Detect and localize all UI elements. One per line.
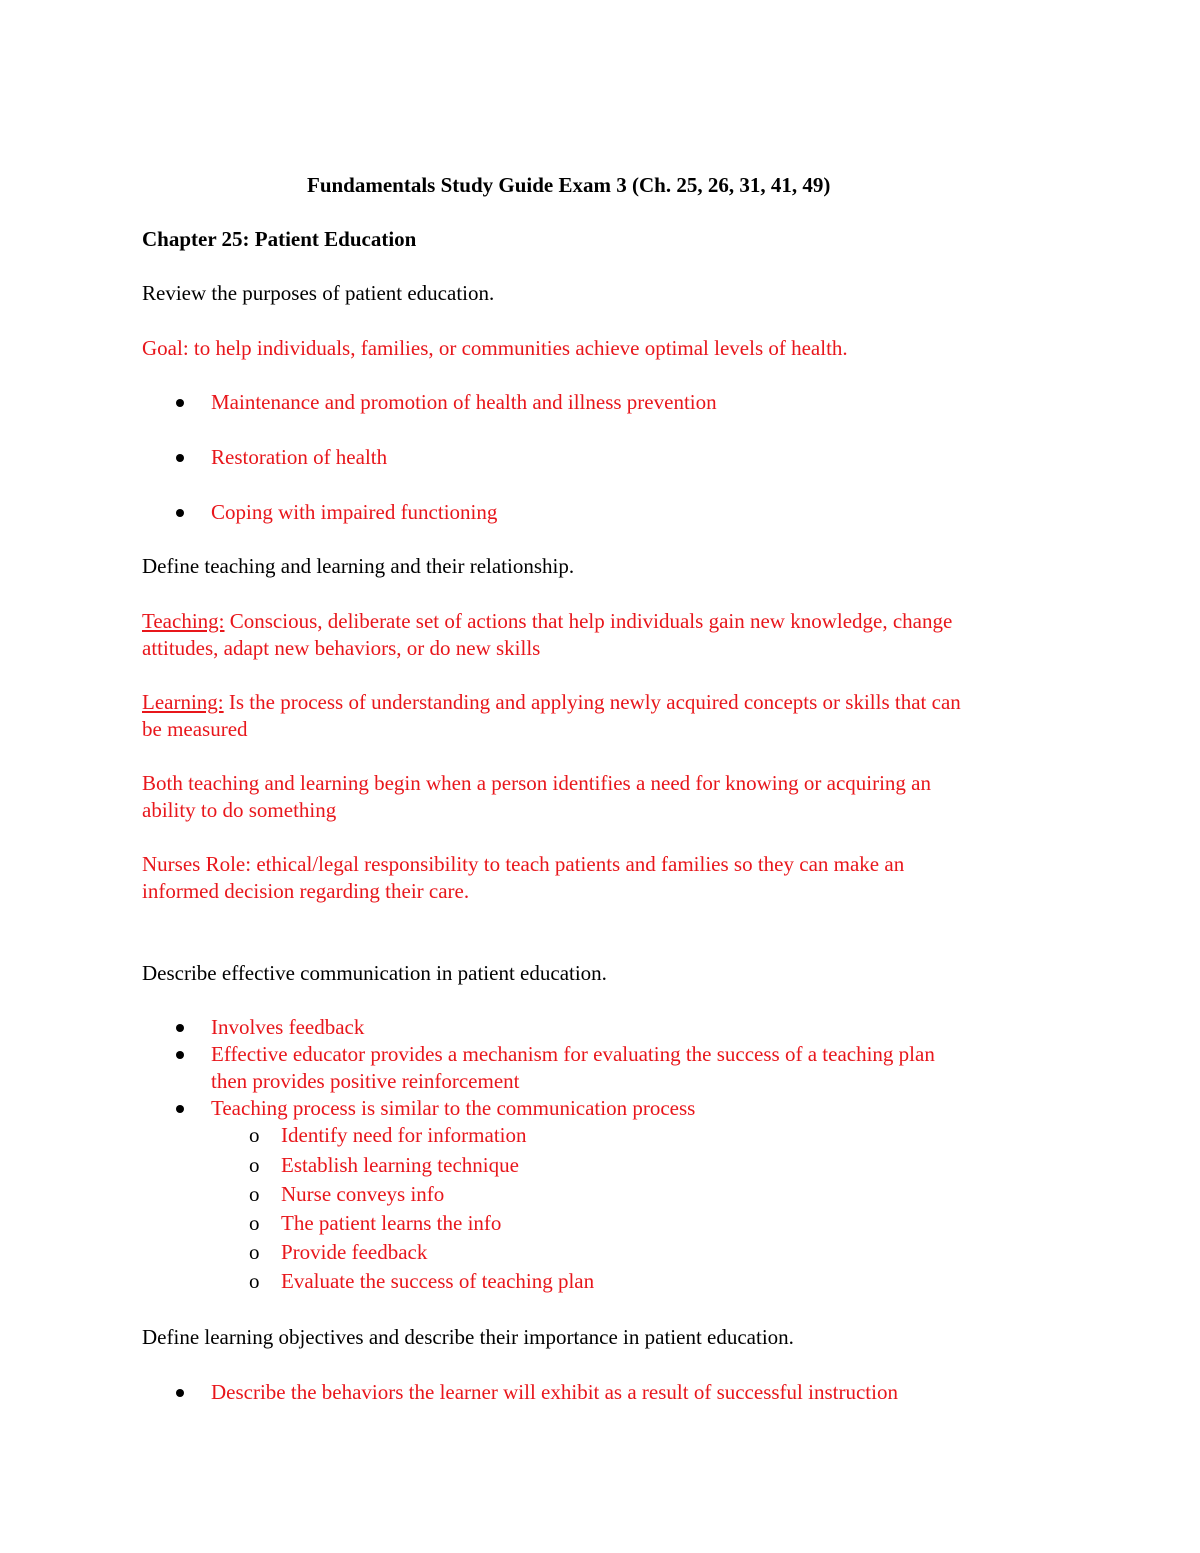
question-purposes: Review the purposes of patient education.	[142, 281, 495, 305]
bullet-icon	[176, 509, 184, 517]
bullet-icon	[176, 1051, 184, 1059]
bullet-icon	[176, 399, 184, 407]
learning-definition-cont: be measured	[142, 717, 248, 741]
sub-bullet-marker: o	[249, 1211, 260, 1235]
bullet-icon	[176, 1389, 184, 1397]
sub-bullet-marker: o	[249, 1269, 260, 1293]
list-item: Restoration of health	[211, 445, 388, 469]
sub-list-item: Establish learning technique	[281, 1153, 519, 1177]
sub-list-item: Nurse conveys info	[281, 1182, 445, 1206]
question-communication: Describe effective communication in patient education.	[142, 961, 607, 985]
question-teaching-learning: Define teaching and learning and their relationship.	[142, 554, 575, 578]
learning-definition: Learning: Is the process of understanding and applying newly acquired concepts or skills that can	[142, 690, 961, 714]
list-item: Effective educator provides a mechanism for evaluating the success of a teaching plan	[211, 1042, 935, 1066]
page-title: Fundamentals Study Guide Exam 3 (Ch. 25, 26, 31, 41, 49)	[307, 173, 831, 197]
sub-list-item: The patient learns the info	[281, 1211, 502, 1235]
nurses-role-text-cont: informed decision regarding their care.	[142, 879, 470, 903]
bullet-icon	[176, 454, 184, 462]
list-item: Maintenance and promotion of health and illness prevention	[211, 390, 717, 414]
bullet-icon	[176, 1024, 184, 1032]
list-item-cont: then provides positive reinforcement	[211, 1069, 520, 1093]
teaching-definition: Teaching: Conscious, deliberate set of actions that help individuals gain new knowledge, change	[142, 609, 953, 633]
goal-text: Goal: to help individuals, families, or communities achieve optimal levels of health.	[142, 336, 848, 360]
bullet-icon	[176, 1105, 184, 1113]
list-item: Involves feedback	[211, 1015, 365, 1039]
relationship-text: Both teaching and learning begin when a person identifies a need for knowing or acquiring an	[142, 771, 932, 795]
chapter-heading: Chapter 25: Patient Education	[142, 227, 417, 251]
sub-list-item: Evaluate the success of teaching plan	[281, 1269, 595, 1293]
question-objectives: Define learning objectives and describe their importance in patient education.	[142, 1325, 794, 1349]
learning-label: Learning:	[142, 690, 224, 714]
sub-bullet-marker: o	[249, 1153, 260, 1177]
sub-list-item: Provide feedback	[281, 1240, 428, 1264]
sub-bullet-marker: o	[249, 1240, 260, 1264]
list-item: Teaching process is similar to the communication process	[211, 1096, 696, 1120]
teaching-label: Teaching:	[142, 609, 225, 633]
relationship-text-cont: ability to do something	[142, 798, 337, 822]
list-item: Coping with impaired functioning	[211, 500, 498, 524]
sub-bullet-marker: o	[249, 1123, 260, 1147]
teaching-definition-cont: attitudes, adapt new behaviors, or do new skills	[142, 636, 541, 660]
sub-bullet-marker: o	[249, 1182, 260, 1206]
list-item: Describe the behaviors the learner will exhibit as a result of successful instruction	[211, 1380, 898, 1404]
nurses-role-text: Nurses Role: ethical/legal responsibility to teach patients and families so they can make an	[142, 852, 905, 876]
sub-list-item: Identify need for information	[281, 1123, 527, 1147]
